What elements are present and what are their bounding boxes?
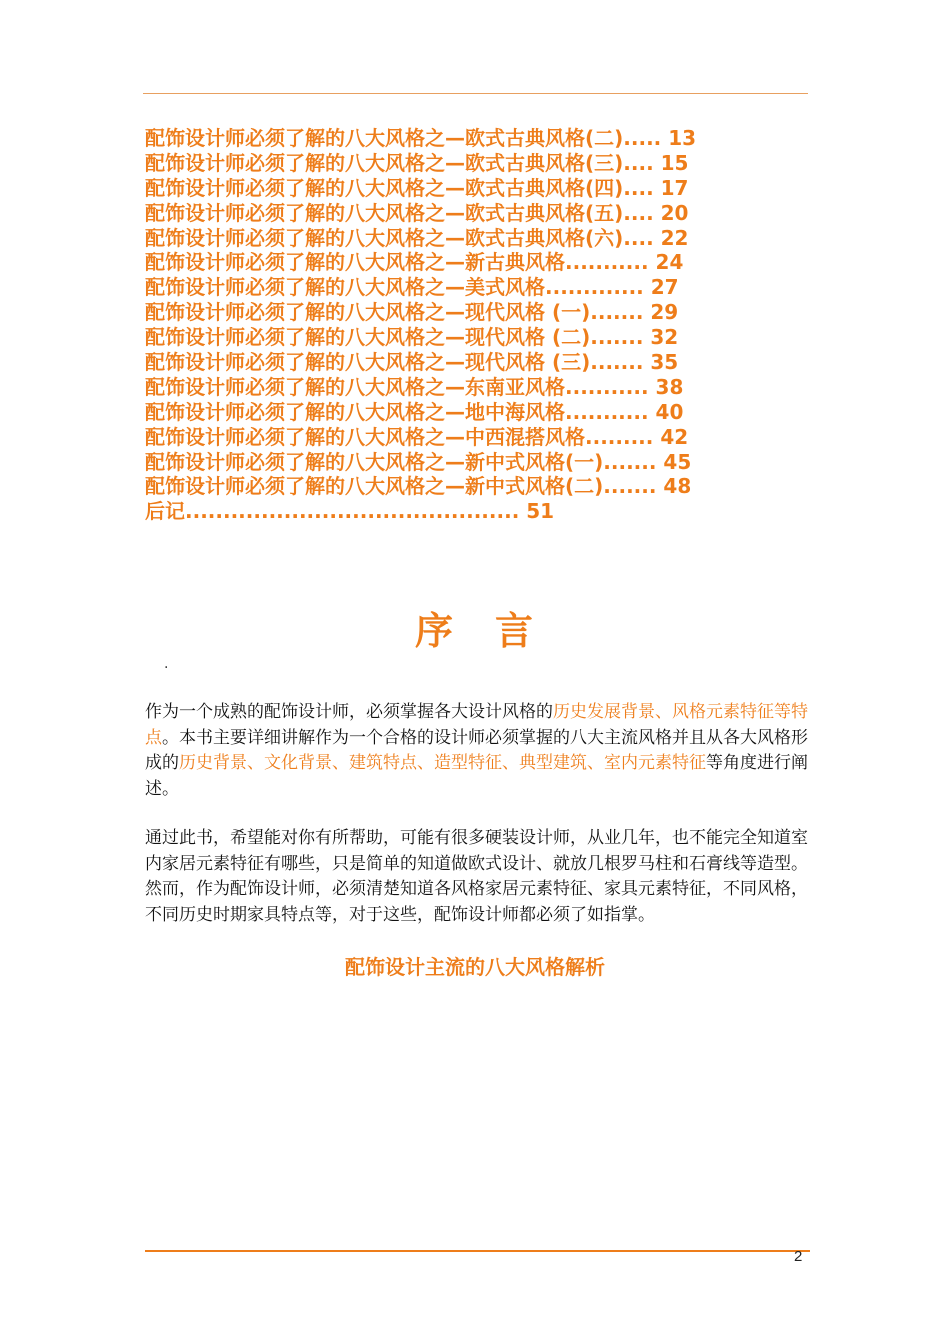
para1-text-e: 等角度进行阐述。 [145, 753, 808, 799]
toc-entry[interactable]: 配饰设计师必须了解的八大风格之—欧式古典风格(四).... 17 [145, 175, 689, 200]
para1-text-c: 。本书主要详细讲解作为一个合格的设计师必须掌握的八大主流风格并且从各大风格形成的 [145, 727, 808, 773]
preface-paragraph-1 [145, 700, 813, 802]
table-of-contents [145, 126, 810, 524]
header-rule [143, 93, 808, 94]
toc-entry[interactable]: 配饰设计师必须了解的八大风格之—新中式风格(一)....... 45 [145, 449, 692, 474]
toc-entry[interactable]: 配饰设计师必须了解的八大风格之—东南亚风格........... 38 [145, 374, 684, 399]
toc-entry[interactable]: 配饰设计师必须了解的八大风格之—欧式古典风格(三).... 15 [145, 150, 689, 175]
preface-title: 序 言 [414, 609, 535, 653]
toc-entry[interactable]: 配饰设计师必须了解的八大风格之—新古典风格........... 24 [145, 250, 684, 275]
para1-highlight-1: 历史发展背景、风格元素特征等特点 [145, 702, 808, 748]
section-subtitle: 配饰设计主流的八大风格解析 [345, 955, 605, 979]
para1-highlight-2: 历史背景、文化背景、建筑特点、造型特征、典型建筑、室内元素特征 [179, 753, 706, 773]
stray-dot: . [164, 656, 169, 672]
preface-paragraph-2: 通过此书，希望能对你有所帮助，可能有很多硬装设计师，从业几年，也不能完全知道室内家居元素特征有哪些，只是简单的知道做欧式设计、就放几根罗马柱和石膏线等造型。然而，作为配饰设计师，必须清楚知道各风格家居元素特征、家具元素特征，不同风格，不同历史时期家具特点等，对于这些，配饰设计师都必须了如指掌。 [145, 828, 808, 925]
para1-text-a: 作为一个成熟的配饰设计师，必须掌握各大设计风格的 [145, 702, 553, 722]
toc-entry[interactable]: 配饰设计师必须了解的八大风格之—欧式古典风格(二)..... 13 [145, 126, 697, 150]
toc-entry-afterword[interactable]: 后记............................................ 51 [145, 499, 555, 524]
toc-entry[interactable]: 配饰设计师必须了解的八大风格之—地中海风格........... 40 [145, 399, 684, 424]
toc-entry[interactable]: 配饰设计师必须了解的八大风格之—现代风格 (三)....... 35 [145, 350, 679, 375]
toc-entry[interactable]: 配饰设计师必须了解的八大风格之—美式风格............. 27 [145, 275, 679, 300]
toc-entry[interactable]: 配饰设计师必须了解的八大风格之—欧式古典风格(六).... 22 [145, 225, 689, 250]
footer-rule [145, 1250, 810, 1252]
toc-entry[interactable]: 配饰设计师必须了解的八大风格之—中西混搭风格......... 42 [145, 424, 689, 449]
toc-entry[interactable]: 配饰设计师必须了解的八大风格之—欧式古典风格(五).... 20 [145, 200, 689, 225]
page-number: 2 [794, 1248, 803, 1265]
toc-entry[interactable]: 配饰设计师必须了解的八大风格之—现代风格 (二)....... 32 [145, 325, 679, 350]
toc-entry[interactable]: 配饰设计师必须了解的八大风格之—新中式风格(二)....... 48 [145, 474, 692, 499]
toc-entry[interactable]: 配饰设计师必须了解的八大风格之—现代风格 (一)....... 29 [145, 300, 679, 325]
